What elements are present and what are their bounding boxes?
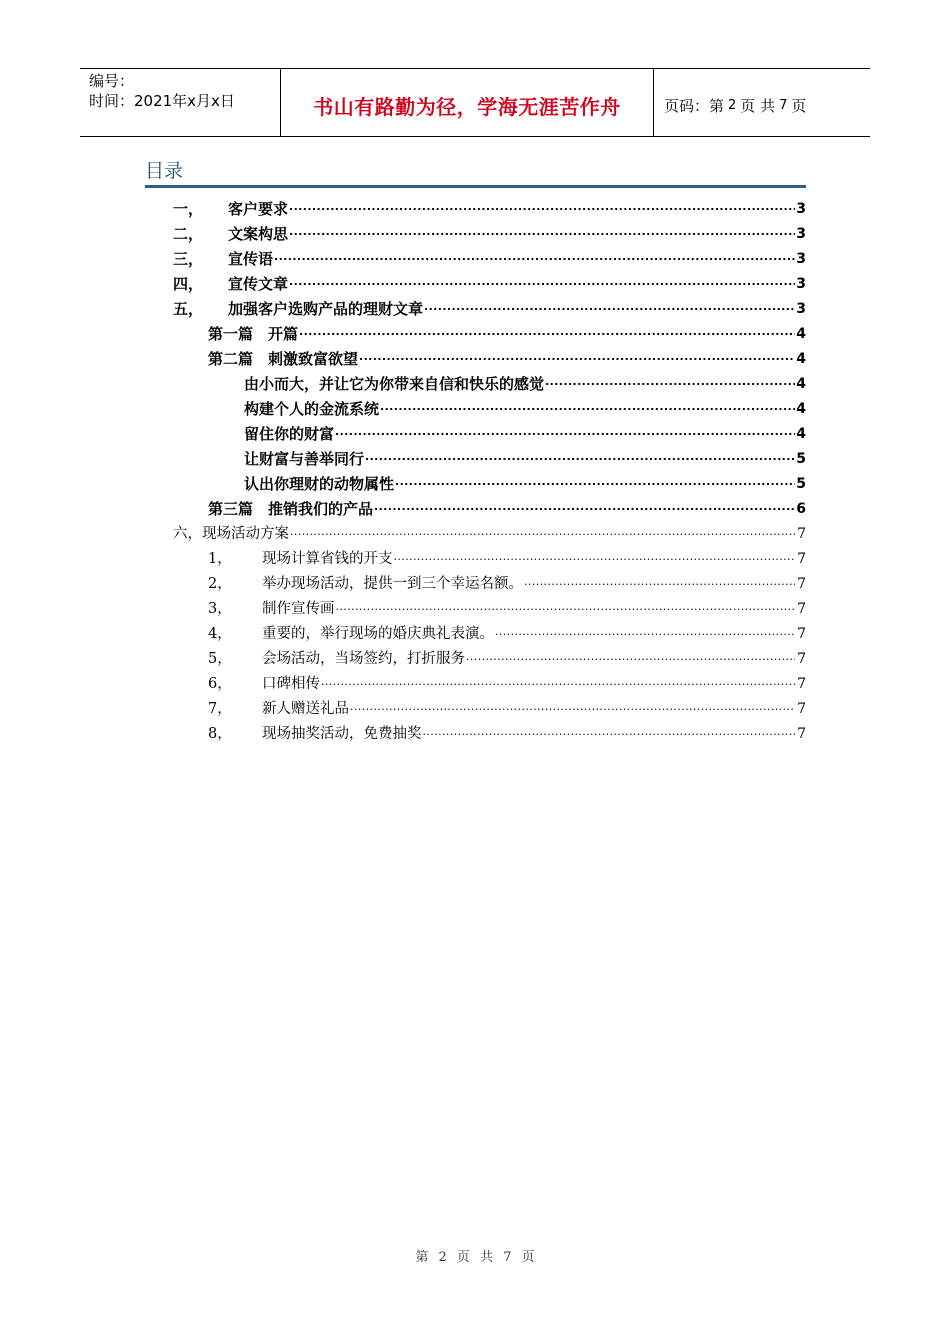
toc-entry-number: 一， — [173, 200, 204, 218]
toc-entry[interactable] — [208, 720, 806, 744]
toc-entry[interactable] — [208, 695, 806, 719]
dot-leader — [395, 472, 795, 492]
dot-leader — [336, 597, 796, 617]
page-footer — [0, 1246, 950, 1265]
dot-leader — [299, 322, 795, 342]
dot-leader — [394, 547, 796, 567]
toc-entry-text: 制作宣传画 — [262, 601, 335, 617]
toc-entry-text: 第三篇 推销我们的产品 — [208, 500, 374, 518]
page-prefix: 页码：第 — [664, 97, 725, 115]
toc-entry-text: 现场计算省钱的开支 — [262, 551, 393, 567]
toc-entry[interactable] — [173, 520, 806, 544]
toc-entry-text: 客户要求 — [228, 200, 289, 218]
toc-entry[interactable] — [208, 495, 806, 519]
toc-entry-number: 四， — [173, 275, 204, 293]
toc-entry[interactable] — [244, 370, 806, 394]
toc-entry-text: 第一篇 开篇 — [208, 325, 299, 343]
toc-entry-page: 5 — [796, 476, 806, 492]
toc-entry-number: 五， — [173, 300, 204, 318]
toc-entry[interactable] — [208, 345, 806, 369]
page-header — [80, 68, 870, 137]
toc-entry[interactable] — [173, 195, 806, 219]
toc-entry-number: 二， — [173, 225, 204, 243]
toc-entry-page: 4 — [796, 376, 806, 392]
dot-leader — [289, 222, 795, 242]
toc-entry-number: 3， — [208, 601, 232, 617]
toc-entry-page: 7 — [797, 651, 806, 667]
footer-total-pages: 7 — [503, 1250, 512, 1265]
toc-entry-number: 7， — [208, 701, 232, 717]
toc-entry[interactable] — [208, 320, 806, 344]
page-mid: 页 共 — [740, 97, 776, 115]
toc-entry-text: 让财富与善举同行 — [244, 450, 365, 468]
toc-entry[interactable] — [208, 545, 806, 569]
toc-entry-text: 构建个人的金流系统 — [244, 400, 380, 418]
toc-entry[interactable] — [208, 645, 806, 669]
dot-leader — [335, 422, 795, 442]
toc-entry-number: 1， — [208, 551, 232, 567]
dot-leader — [359, 347, 795, 367]
toc-entry-page: 3 — [796, 226, 806, 242]
toc-entry-page: 7 — [797, 676, 806, 692]
dot-leader — [290, 522, 795, 542]
toc-entry[interactable] — [244, 420, 806, 444]
dot-leader — [321, 672, 795, 692]
toc-entry-page: 7 — [797, 576, 806, 592]
toc-entry-page: 7 — [797, 526, 806, 542]
toc-entry-text: 文案构思 — [228, 225, 289, 243]
dot-leader — [524, 572, 795, 592]
toc-entry[interactable] — [173, 220, 806, 244]
dot-leader — [380, 397, 795, 417]
toc-entry-page: 7 — [797, 626, 806, 642]
toc-entry-text: 第二篇 刺激致富欲望 — [208, 350, 359, 368]
dot-leader — [289, 197, 795, 217]
toc-entry-number: 5， — [208, 651, 232, 667]
toc-entry-page: 4 — [796, 401, 806, 417]
dot-leader — [350, 697, 795, 717]
toc-entry-number: 2， — [208, 576, 232, 592]
toc-entry-page: 4 — [796, 326, 806, 342]
toc-entry-page: 3 — [796, 251, 806, 267]
toc-entry-page: 7 — [797, 601, 806, 617]
date-label: 时间：2021年x月x日 — [89, 92, 235, 110]
toc-entry-number: 4， — [208, 626, 232, 642]
header-motto: 书山有路勤为径，学海无涯苦作舟 — [281, 69, 654, 136]
footer-current-page: 2 — [438, 1250, 447, 1265]
dot-leader — [545, 372, 795, 392]
toc-entry-page: 7 — [797, 726, 806, 742]
toc-entry[interactable] — [208, 570, 806, 594]
serial-number-label: 编号： — [89, 72, 135, 90]
dot-leader — [424, 297, 795, 317]
dot-leader — [374, 497, 795, 517]
toc-entry-number: 6， — [208, 676, 232, 692]
dot-leader — [274, 247, 795, 267]
toc-entry-page: 6 — [796, 501, 806, 517]
toc-entry[interactable] — [244, 395, 806, 419]
header-meta — [80, 69, 281, 136]
footer-prefix: 第 — [415, 1250, 429, 1265]
toc-entry-text: 举办现场活动，提供一到三个幸运名额。 — [262, 576, 523, 592]
toc-entry-text: 重要的，举行现场的婚庆典礼表演。 — [262, 626, 494, 642]
toc-entry-text: 留住你的财富 — [244, 425, 335, 443]
toc-entry-page: 3 — [796, 201, 806, 217]
toc-entry-text: 认出你理财的动物属性 — [244, 475, 395, 493]
toc-entry-page: 7 — [797, 701, 806, 717]
dot-leader — [423, 722, 796, 742]
footer-mid2: 共 — [480, 1250, 494, 1265]
toc-entry-number: 三， — [173, 250, 204, 268]
footer-suffix: 页 — [521, 1250, 535, 1265]
toc-entry[interactable] — [244, 445, 806, 469]
toc-entry[interactable] — [208, 620, 806, 644]
dot-leader — [365, 447, 795, 467]
toc-entry-text: 宣传语 — [228, 250, 274, 268]
toc-entry-text: 现场抽奖活动，免费抽奖 — [262, 726, 422, 742]
toc-entry[interactable] — [173, 245, 806, 269]
toc-entry-page: 7 — [797, 551, 806, 567]
toc-entry[interactable] — [244, 470, 806, 494]
toc-entry-text: 新人赠送礼品 — [262, 701, 349, 717]
toc-entry-text: 由小而大，并让它为你带来自信和快乐的感觉 — [244, 375, 545, 393]
toc-entry[interactable] — [173, 295, 806, 319]
toc-entry-number: 8， — [208, 726, 232, 742]
toc-entry-text: 宣传文章 — [228, 275, 289, 293]
dot-leader — [466, 647, 795, 667]
toc-entry-text: 加强客户选购产品的理财文章 — [228, 300, 424, 318]
toc-entry-text: 口碑相传 — [262, 676, 320, 692]
footer-mid1: 页 — [456, 1250, 470, 1265]
toc-entry[interactable] — [208, 670, 806, 694]
toc-entry-text: 六，现场活动方案 — [173, 526, 289, 542]
header-page-info — [654, 69, 870, 136]
toc-entry-page: 4 — [796, 351, 806, 367]
dot-leader — [495, 622, 795, 642]
toc-title: 目录 — [145, 158, 806, 188]
toc-entry-page: 3 — [796, 276, 806, 292]
page-current: 2 — [728, 98, 737, 113]
toc-entry[interactable] — [208, 595, 806, 619]
page-suffix: 页 — [791, 97, 807, 115]
toc-entry-text: 会场活动，当场签约，打折服务 — [262, 651, 465, 667]
toc-entry-page: 4 — [796, 426, 806, 442]
toc-entry[interactable] — [173, 270, 806, 294]
toc-entry-page: 5 — [796, 451, 806, 467]
toc-entry-page: 3 — [796, 301, 806, 317]
dot-leader — [289, 272, 795, 292]
page-total: 7 — [779, 98, 788, 113]
